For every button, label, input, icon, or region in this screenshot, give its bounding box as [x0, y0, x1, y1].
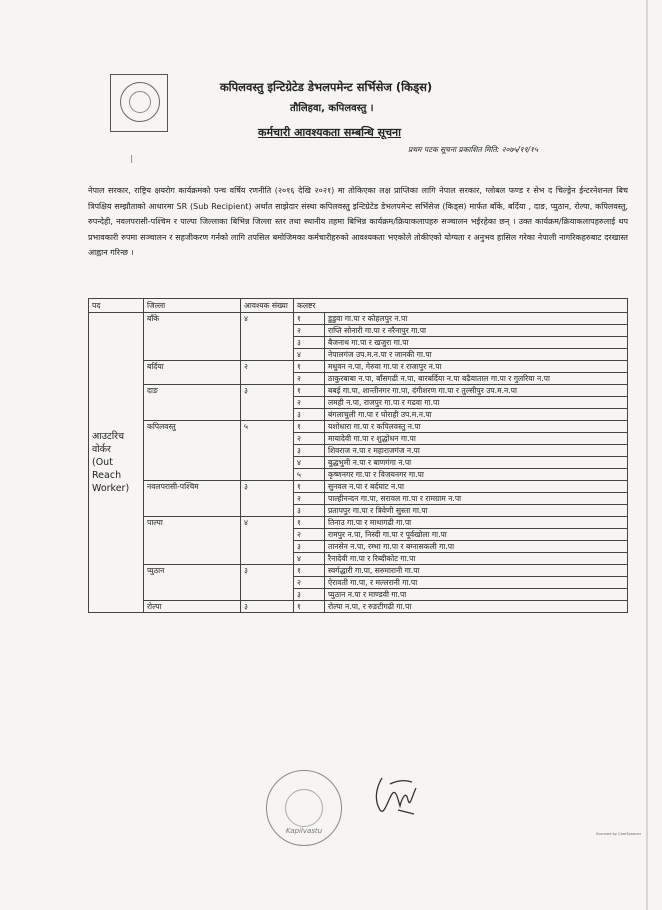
- tick-mark: |: [130, 154, 133, 163]
- cluster-text-cell: ऐरावती गा.पा, र मल्लरानी गा.पा: [325, 577, 628, 589]
- district-cell: नवलपरासी-पश्चिम: [144, 481, 241, 517]
- cluster-text-cell: रामपुर न.पा, निस्दी गा.पा र पूर्वखोला गा.पा: [325, 529, 628, 541]
- signature: [368, 770, 422, 822]
- cluster-number-cell: २: [294, 529, 325, 541]
- cluster-text-cell: ठाकुरबाबा न.पा, बाँसगढी न.पा, बारबर्दिया न.पा बढैयाताल गा.पा र गुलरिया न.पा: [325, 373, 628, 385]
- cluster-number-cell: ३: [294, 409, 325, 421]
- logo-emblem-icon: [129, 91, 151, 113]
- cluster-number-cell: १: [294, 481, 325, 493]
- cluster-number-cell: १: [294, 601, 325, 613]
- cluster-text-cell: स्वर्गद्धारी गा.पा, सरुमारानी गा.पा: [325, 565, 628, 577]
- table-header-row: [89, 299, 628, 313]
- cluster-number-cell: ३: [294, 445, 325, 457]
- count-cell: ३: [241, 481, 294, 517]
- cluster-number-cell: ३: [294, 337, 325, 349]
- seal-text: Kapilvastu: [285, 827, 323, 835]
- vacancy-table: [88, 298, 628, 613]
- organization-logo: [110, 74, 168, 132]
- cluster-number-cell: २: [294, 493, 325, 505]
- district-cell: रोल्पा: [144, 601, 241, 613]
- cluster-number-cell: ४: [294, 553, 325, 565]
- table-row: [89, 385, 628, 397]
- cluster-text-cell: तानसेन न.पा, रम्भा गा.पा र बग्नासकली गा.पा: [325, 541, 628, 553]
- post-cell: [89, 313, 144, 613]
- table-row: [89, 421, 628, 433]
- scanner-watermark: Scanned by CamScanner: [596, 832, 642, 836]
- district-cell: बर्दिया: [144, 361, 241, 385]
- header-post: पद: [89, 299, 144, 313]
- cluster-text-cell: बबई गा.पा, शान्तीनगर गा.पा, दंगीशरण गा.पा र तुल्सीपुर उप.म.न.पा: [325, 385, 628, 397]
- post-line: Reach: [92, 470, 122, 481]
- page-edge-shadow: [646, 0, 648, 910]
- cluster-text-cell: बैजनाथ गा.पा र खजुरा गा.पा: [325, 337, 628, 349]
- header-cluster: कलष्टर: [294, 299, 628, 313]
- count-cell: ५: [241, 421, 294, 481]
- cluster-number-cell: २: [294, 577, 325, 589]
- post-line: Worker): [92, 483, 130, 494]
- cluster-text-cell: नेपालगंज उप.म.न.पा र जानकी गा.पा: [325, 349, 628, 361]
- header-count: आवश्यक संख्या: [241, 299, 294, 313]
- table-row: [89, 601, 628, 613]
- cluster-number-cell: ४: [294, 457, 325, 469]
- cluster-number-cell: २: [294, 373, 325, 385]
- district-cell: पाल्पा: [144, 517, 241, 565]
- cluster-text-cell: बुद्धभुमी न.पा र बाणगंगा न.पा: [325, 457, 628, 469]
- cluster-text-cell: कृष्णनगर गा.पा र विजयनगर गा.पा: [325, 469, 628, 481]
- publication-date: प्रथम पटक सूचना प्रकाशित मिति: २०७५/११/१५: [408, 145, 538, 154]
- notice-paragraph: नेपाल सरकार, राष्ट्रिय क्षयरोग कार्यक्रमको पन्च वर्षिय रणनीति (२०१६ देखि २०२१) मा तोकिएका लक्ष प्राप्तिका लागि नेपाल सरकार, ग्लोबल फण्ड र सेभ द चिल्ड्रेन ईन्टरनेशनल बिच त्रिपक्षिय सम्झौताको आधारमा SR (Sub Recipient) अर्थात साझेदार संस्था कपिलवस्तु इन्टिग्रेटेड डेभलपमेन्ट सर्भिसेज (किड्स) मार्फत बाँके, बर्दिया , दाङ, प्युठान, रोल्पा, कपिलवस्तु, रुपन्देही, नवलपरासी-पश्चिम र पाल्पा जिल्लाका बिभिन्न जिल्ला स्तर तथा स्थानीय तहमा बिभिन्न कार्यक्रम/क्रियाकलापहरु सञ्चालन भईरहेका छन् । उक्त कार्यक्रम/क्रियाकलापहरुलाई थप प्रभावकारी रुपमा सञ्चालन र सहजीकरण गर्नको लागि तपसिल बमोजिमका कर्मचारीहरुको आवश्यकता भएकोले तोकीएको योग्यता र अनुभव हासिल गरेका नेपाली नागरिकहरुबाट दरखास्त आह्वान गरिन्छ ।: [88, 186, 628, 258]
- cluster-text-cell: तिनाउ गा.पा र माथागढी गा.पा: [325, 517, 628, 529]
- district-cell: दाङ: [144, 385, 241, 421]
- count-cell: ३: [241, 565, 294, 601]
- cluster-number-cell: २: [294, 325, 325, 337]
- count-cell: ३: [241, 601, 294, 613]
- cluster-text-cell: रैनादेवी गा.पा र रिब्दीकोट गा.पा: [325, 553, 628, 565]
- cluster-number-cell: ४: [294, 349, 325, 361]
- cluster-text-cell: शिवराज न.पा र महाराजगंज न.पा: [325, 445, 628, 457]
- cluster-text-cell: प्युठान न.पा र माण्डवी गा.पा: [325, 589, 628, 601]
- organization-seal: [266, 770, 342, 846]
- count-cell: ४: [241, 517, 294, 565]
- table-row: [89, 481, 628, 493]
- cluster-text-cell: यशोधारा गा.पा र कपिलवस्तु न.पा: [325, 421, 628, 433]
- cluster-number-cell: १: [294, 361, 325, 373]
- organization-address: तौलिहवा, कपिलवस्तु ।: [290, 103, 374, 114]
- cluster-text-cell: रोल्पा न.पा, र रुङटीगढी गा.पा: [325, 601, 628, 613]
- table-row: [89, 313, 628, 325]
- count-cell: ३: [241, 385, 294, 421]
- cluster-number-cell: १: [294, 385, 325, 397]
- cluster-text-cell: मायादेवी गा.पा र शुद्धोधन गा.पा: [325, 433, 628, 445]
- district-cell: प्युठान: [144, 565, 241, 601]
- table-row: [89, 565, 628, 577]
- district-cell: कपिलवस्तु: [144, 421, 241, 481]
- cluster-number-cell: २: [294, 397, 325, 409]
- post-line: आउटरिच: [92, 431, 125, 442]
- district-cell: बाँके: [144, 313, 241, 361]
- cluster-number-cell: ३: [294, 505, 325, 517]
- cluster-number-cell: १: [294, 421, 325, 433]
- count-cell: ४: [241, 313, 294, 361]
- cluster-number-cell: १: [294, 517, 325, 529]
- cluster-text-cell: सुनवल न.पा र बर्दघाट न.पा: [325, 481, 628, 493]
- cluster-number-cell: १: [294, 565, 325, 577]
- table-body: [89, 313, 628, 613]
- post-line: वोर्कर: [92, 444, 111, 455]
- cluster-text-cell: राप्ति सोनारी गा.पा र नरैनापुर गा.पा: [325, 325, 628, 337]
- organization-name: कपिलवस्तु इन्टिग्रेटेड डेभलपमेन्ट सर्भिसेज (किड्स): [219, 80, 433, 94]
- cluster-number-cell: ३: [294, 589, 325, 601]
- cluster-number-cell: २: [294, 433, 325, 445]
- cluster-text-cell: बंगलाचुली गा.पा र घोराही उप.म.न.पा: [325, 409, 628, 421]
- cluster-text-cell: लमही न.पा, राजपुर गा.पा र गढवा गा.पा: [325, 397, 628, 409]
- seal-emblem-icon: [285, 789, 323, 827]
- count-cell: २: [241, 361, 294, 385]
- header-district: जिल्ला: [144, 299, 241, 313]
- cluster-text-cell: प्रतापपुर गा.पा र त्रिवेणी सुस्ता गा.पा: [325, 505, 628, 517]
- post-line: (Out: [92, 457, 113, 468]
- cluster-text-cell: डुडुवा गा.पा र कोहलपुर न.पा: [325, 313, 628, 325]
- notice-title: कर्मचारी आवश्यकता सम्बन्धि सूचना: [258, 126, 402, 139]
- cluster-number-cell: ५: [294, 469, 325, 481]
- cluster-number-cell: ३: [294, 541, 325, 553]
- cluster-text-cell: मधुवन न.पा, गेरुवा गा.पा र राजापुर न.पा: [325, 361, 628, 373]
- cluster-text-cell: पाल्हीनन्दन गा.पा, सरावल गा.पा र रामग्राम न.पा: [325, 493, 628, 505]
- table-row: [89, 361, 628, 373]
- cluster-number-cell: १: [294, 313, 325, 325]
- table-row: [89, 517, 628, 529]
